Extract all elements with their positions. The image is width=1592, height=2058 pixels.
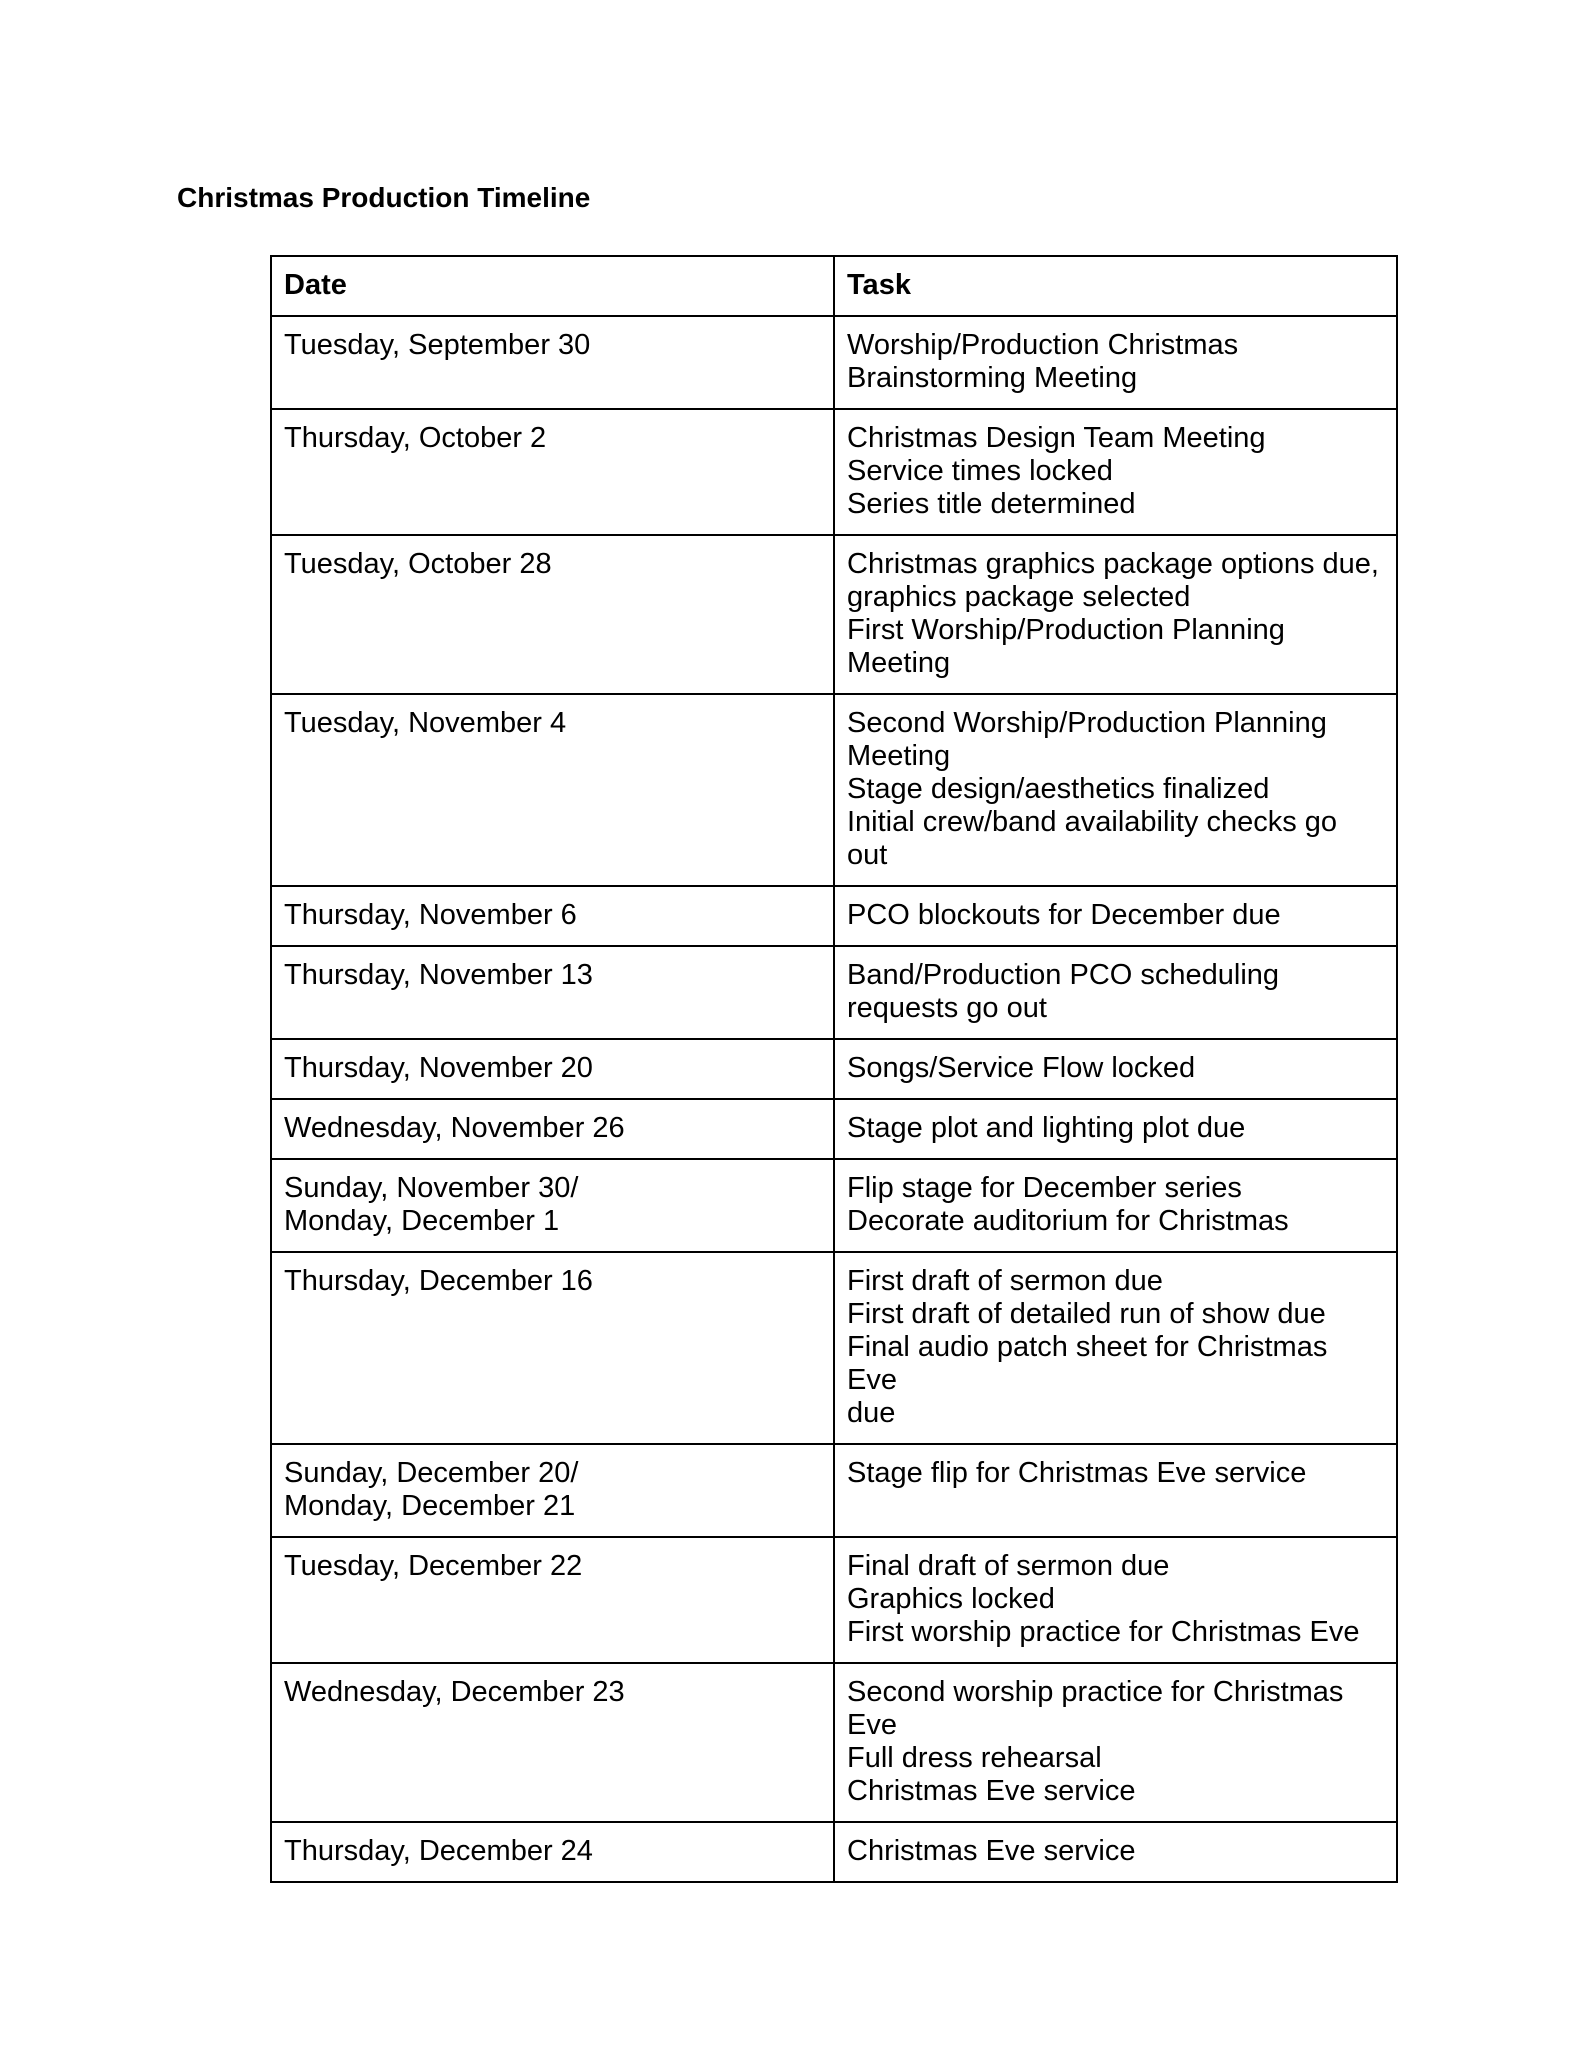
date-cell: Thursday, November 6	[271, 886, 834, 946]
date-cell: Tuesday, December 22	[271, 1537, 834, 1663]
task-cell: Stage plot and lighting plot due	[834, 1099, 1397, 1159]
date-cell: Tuesday, November 4	[271, 694, 834, 886]
date-cell: Thursday, November 20	[271, 1039, 834, 1099]
timeline-table	[270, 255, 1398, 1883]
date-cell: Thursday, December 16	[271, 1252, 834, 1444]
table-header-row	[271, 256, 1397, 316]
task-cell: Flip stage for December series Decorate auditorium for Christmas	[834, 1159, 1397, 1252]
date-cell: Thursday, December 24	[271, 1822, 834, 1882]
task-cell: Songs/Service Flow locked	[834, 1039, 1397, 1099]
table-row	[271, 946, 1397, 1039]
column-header-task: Task	[834, 256, 1397, 316]
task-cell: First draft of sermon due First draft of detailed run of show due Final audio patch sheet for Christmas Eve due	[834, 1252, 1397, 1444]
table-row	[271, 1663, 1397, 1822]
table-row	[271, 1252, 1397, 1444]
task-cell: Final draft of sermon due Graphics locked First worship practice for Christmas Eve	[834, 1537, 1397, 1663]
table-row	[271, 1099, 1397, 1159]
task-cell: Worship/Production Christmas Brainstorming Meeting	[834, 316, 1397, 409]
table-row	[271, 316, 1397, 409]
task-cell: Band/Production PCO scheduling requests go out	[834, 946, 1397, 1039]
table-row	[271, 535, 1397, 694]
table-row	[271, 694, 1397, 886]
table-row	[271, 1444, 1397, 1537]
task-cell: Christmas graphics package options due, graphics package selected First Worship/Production Planning Meeting	[834, 535, 1397, 694]
table-row	[271, 409, 1397, 535]
table-row	[271, 1039, 1397, 1099]
page-title: Christmas Production Timeline	[177, 182, 591, 213]
date-cell: Thursday, October 2	[271, 409, 834, 535]
table-row	[271, 1537, 1397, 1663]
table-row	[271, 886, 1397, 946]
task-cell: Second worship practice for Christmas Eve Full dress rehearsal Christmas Eve service	[834, 1663, 1397, 1822]
task-cell: Second Worship/Production Planning Meeting Stage design/aesthetics finalized Initial crew/band availability checks go out	[834, 694, 1397, 886]
date-cell: Sunday, November 30/ Monday, December 1	[271, 1159, 834, 1252]
date-cell: Tuesday, October 28	[271, 535, 834, 694]
task-cell: Christmas Eve service	[834, 1822, 1397, 1882]
date-cell: Wednesday, December 23	[271, 1663, 834, 1822]
task-cell: Christmas Design Team Meeting Service times locked Series title determined	[834, 409, 1397, 535]
column-header-date: Date	[271, 256, 834, 316]
table-row	[271, 1822, 1397, 1882]
table-row	[271, 1159, 1397, 1252]
date-cell: Tuesday, September 30	[271, 316, 834, 409]
date-cell: Sunday, December 20/ Monday, December 21	[271, 1444, 834, 1537]
task-cell: Stage flip for Christmas Eve service	[834, 1444, 1397, 1537]
task-cell: PCO blockouts for December due	[834, 886, 1397, 946]
date-cell: Thursday, November 13	[271, 946, 834, 1039]
date-cell: Wednesday, November 26	[271, 1099, 834, 1159]
